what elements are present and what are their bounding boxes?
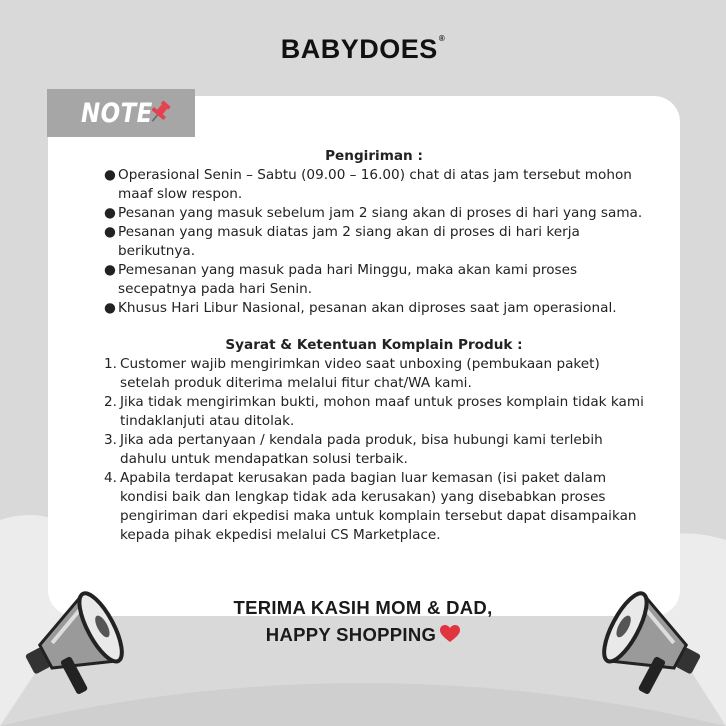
note-content <box>104 147 644 545</box>
list-item: ● Pesanan yang masuk sebelum jam 2 siang akan di proses di hari yang sama. <box>104 205 643 221</box>
list-number: 4. <box>104 470 117 486</box>
list-item: ● Khusus Hari Libur Nasional, pesanan akan diproses saat jam operasional. <box>104 300 617 316</box>
shipping-list <box>104 166 644 318</box>
list-item: ● Operasional Senin – Sabtu (09.00 – 16.00) chat di atas jam tersebut mohon maaf slow respon. <box>104 167 632 202</box>
complaint-list <box>104 355 644 545</box>
list-item: 1. Customer wajib mengirimkan video saat unboxing (pembukaan paket) setelah produk diterima melalui fitur chat/WA kami. <box>104 356 600 391</box>
bullet-icon: ● <box>104 224 116 240</box>
shipping-heading: Pengiriman : <box>325 148 423 164</box>
heart-icon <box>440 625 460 643</box>
complaint-heading: Syarat & Ketentuan Komplain Produk : <box>225 337 523 353</box>
list-number: 3. <box>104 432 117 448</box>
bullet-icon: ● <box>104 300 116 316</box>
closing-line-2: HAPPY SHOPPING <box>0 624 726 646</box>
list-item: ● Pemesanan yang masuk pada hari Minggu, maka akan kami proses secepatnya pada hari Senin. <box>104 262 578 297</box>
megaphone-icon <box>590 572 720 712</box>
list-number: 2. <box>104 394 117 410</box>
list-item: 4. Apabila terdapat kerusakan pada bagian luar kemasan (isi paket dalam kondisi baik dan lengkap tidak ada kerusakan) yang disebabkan proses pengiriman dari ekpedisi maka untuk komplain tersebut dapat disampaikan kepada pihak ekpedisi melalui CS Marketplace. <box>104 470 637 543</box>
bullet-icon: ● <box>104 167 116 183</box>
list-item: 3. Jika ada pertanyaan / kendala pada produk, bisa hubungi kami terlebih dahulu untuk mendapatkan solusi terbaik. <box>104 432 603 467</box>
brand-logo: BABYDOES® <box>280 34 446 64</box>
list-number: 1. <box>104 356 117 372</box>
list-item: 2. Jika tidak mengirimkan bukti, mohon maaf untuk proses komplain tidak kami tindaklanjuti atau ditolak. <box>104 394 644 429</box>
list-item: ● Pesanan yang masuk diatas jam 2 siang akan di proses di hari kerja berikutnya. <box>104 224 580 259</box>
bullet-icon: ● <box>104 262 116 278</box>
megaphone-icon <box>6 572 136 712</box>
note-label: NOTE <box>81 97 153 129</box>
bullet-icon: ● <box>104 205 116 221</box>
closing-line-1: TERIMA KASIH MOM & DAD, <box>233 597 493 618</box>
pushpin-icon <box>146 98 174 126</box>
